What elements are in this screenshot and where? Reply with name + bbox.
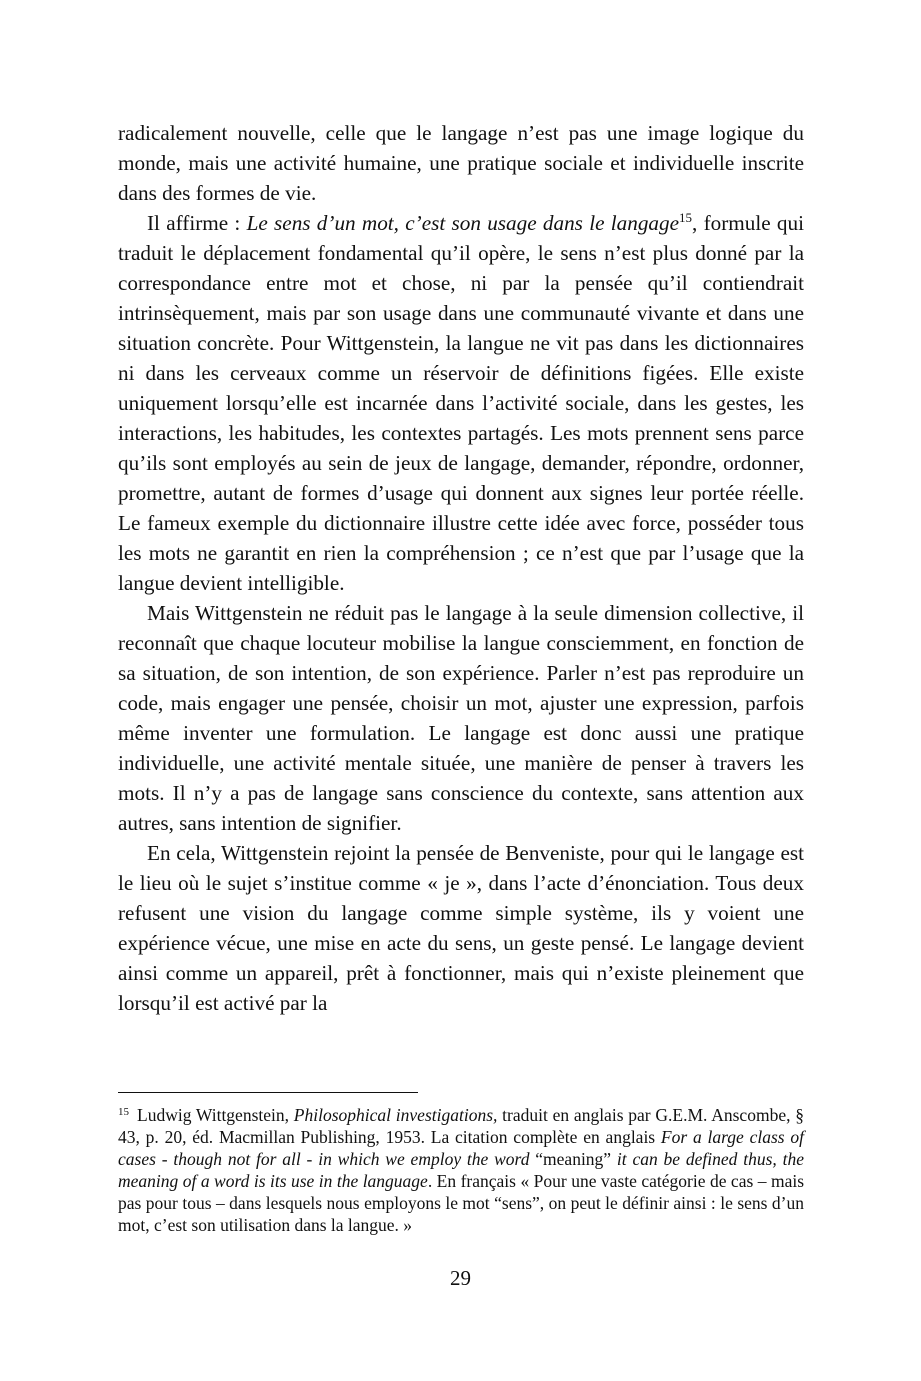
paragraph-lead: Il affirme : xyxy=(147,211,247,235)
footnote-french-translation: . En français « Pour une vaste catégorie de cas – mais pas pour tous – dans lesquels nous employons le mot “sens”, on peut le définir ainsi : le sens d’un mot, c’est son utilisation dans la langue. » xyxy=(118,1171,805,1235)
footnote-reference[interactable]: 15 xyxy=(679,210,693,225)
footnote-details: traduit en anglais par G.E.M. Anscombe, § 43, p. 20, éd. Macmillan Publishing, 1953. La citation complète en anglais xyxy=(118,1105,804,1147)
footnote-number: 15 xyxy=(118,1106,129,1118)
page-number: 29 xyxy=(450,1266,471,1290)
wittgenstein-quote: Le sens d’un mot, c’est son usage dans le langage xyxy=(246,211,680,235)
footnote-work-title: Philosophical investigations, xyxy=(293,1105,498,1125)
footnote-english-quote-b: it can be defined thus, the meaning of a word is its use in the language xyxy=(118,1149,804,1191)
main-text xyxy=(118,118,804,1018)
footnote-english-quote-a: For a large class of cases - though not for all - in which we employ the word xyxy=(118,1127,805,1169)
paragraph-benveniste: En cela, Wittgenstein rejoint la pensée de Benveniste, pour qui le langage est le lieu où le sujet s’institue comme « je », dans l’acte d’énonciation. Tous deux refusent une vision du langage comme simple système, ils y voient une expérience vécue, une mise en acte du sens, un geste pensé. Le langage devient ainsi comme un appareil, prêt à fonctionner, mais qui n’existe pleinement que lorsqu’il est activé par la xyxy=(118,841,804,1015)
footnote-author: Ludwig Wittgenstein, xyxy=(137,1105,294,1125)
paragraph-body: , formule qui traduit le déplacement fondamental qu’il opère, le sens n’est plus donné par la correspondance entre mot et chose, ni par la pensée qu’il contiendrait intrinsèquement, mais par son usage dans une communauté vivante et dans une situation concrète. Pour Wittgenstein, la langue ne vit pas dans les dictionnaires ni dans les cerveaux comme un réservoir de définitions figées. Elle existe uniquement lorsqu’elle est incarnée dans l’activité sociale, dans les gestes, les interactions, les habitudes, les contextes partagés. Les mots prennent sens parce qu’ils sont employés au sein de jeux de langage, demander, répondre, ordonner, promettre, autant de formes d’usage qui donnent aux signes leur portée réelle. Le fameux exemple du dictionnaire illustre cette idée avec force, posséder tous les mots ne garantit en rien la compréhension ; ce n’est que par l’usage que la langue devient intelligible. xyxy=(118,211,804,595)
paragraph-individual: Mais Wittgenstein ne réduit pas le langage à la seule dimension collective, il reconnaît que chaque locuteur mobilise la langue consciemment, en fonction de sa situation, de son intention, de son expérience. Parler n’est pas reproduire un code, mais engager une pensée, choisir un mot, ajuster une expression, parfois même inventer une formulation. Le langage est donc aussi une pratique individuelle, une activité mentale située, une manière de penser à travers les mots. Il n’y a pas de langage sans conscience du contexte, sans attention aux autres, sans intention de signifier. xyxy=(118,601,804,835)
paragraph-usage xyxy=(118,208,804,598)
footnote xyxy=(118,1104,804,1236)
paragraph-continuation: radicalement nouvelle, celle que le langage n’est pas une image logique du monde, mais une activité humaine, une pratique sociale et individuelle inscrite dans des formes de vie. xyxy=(118,121,804,205)
footnote-english-word: “meaning” xyxy=(529,1149,617,1169)
footnote-separator xyxy=(118,1092,418,1093)
